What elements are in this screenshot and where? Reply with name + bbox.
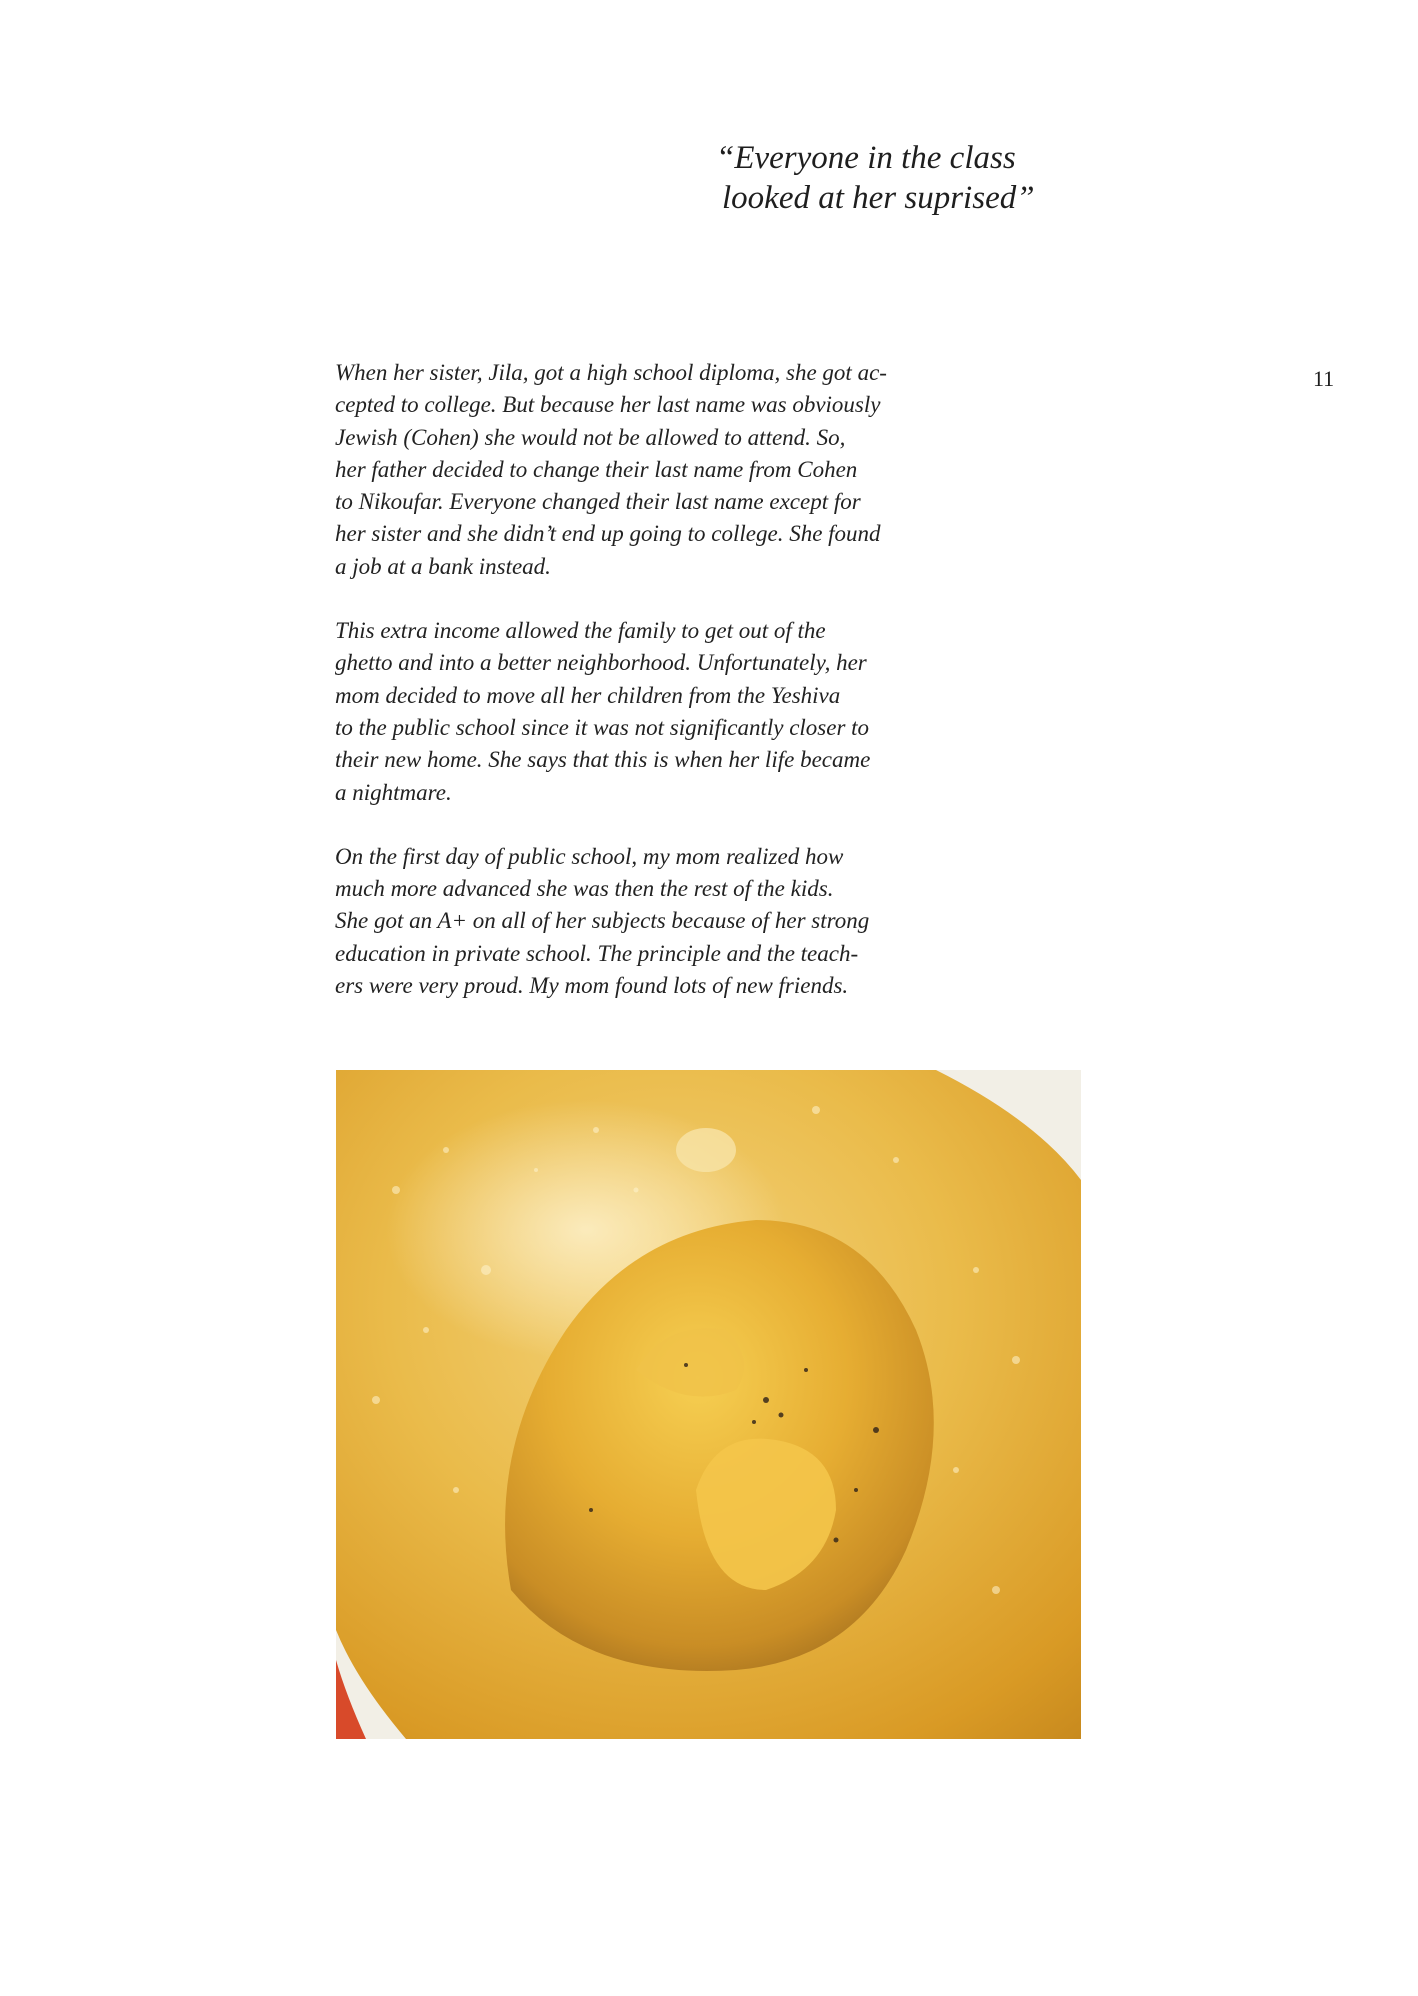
text-line: When her sister, Jila, got a high school diploma, she got ac- xyxy=(335,360,887,385)
matzo-ball-soup-photo xyxy=(336,1070,1081,1739)
text-line: cepted to college. But because her last name was obviously xyxy=(335,392,881,418)
text-line: mom decided to move all her children from the Yeshiva xyxy=(335,682,841,708)
light-reflection xyxy=(676,1128,736,1172)
text-line: Jewish (Cohen) she would not be allowed to attend. So, xyxy=(335,424,846,450)
text-line: This extra income allowed the family to get out of the xyxy=(335,618,826,644)
text-line: a nightmare. xyxy=(335,779,452,805)
pull-quote-line-1: “Everyone in the class xyxy=(716,140,1016,176)
text-line: ers were very proud. My mom found lots of new friends. xyxy=(335,973,849,999)
pull-quote xyxy=(716,138,1076,218)
pull-quote-line-2: looked at her suprised” xyxy=(722,180,1035,216)
text-line: On the first day of public school, my mom realized how xyxy=(335,843,844,869)
paragraph-2 xyxy=(335,615,915,809)
text-line: education in private school. The principle and the teach- xyxy=(335,940,859,966)
text-line: much more advanced she was then the rest of the kids. xyxy=(335,876,834,902)
text-line: her father decided to change their last name from Cohen xyxy=(335,456,858,482)
paragraph-3 xyxy=(335,841,915,1002)
paragraph-1 xyxy=(335,357,915,583)
text-line: to Nikoufar. Everyone changed their last name except for xyxy=(335,489,861,515)
body-text xyxy=(335,357,915,1034)
text-line: She got an A+ on all of her subjects because of her strong xyxy=(335,908,870,934)
text-line: their new home. She says that this is when her life became xyxy=(335,747,871,773)
text-line: to the public school since it was not significantly closer to xyxy=(335,714,870,740)
text-line: a job at a bank instead. xyxy=(335,553,551,579)
photo-illustration xyxy=(336,1070,1081,1739)
page-number: 11 xyxy=(1313,366,1335,391)
text-line: ghetto and into a better neighborhood. Unfortunately, her xyxy=(335,650,867,676)
text-line: her sister and she didn’t end up going to college. She found xyxy=(335,521,881,547)
